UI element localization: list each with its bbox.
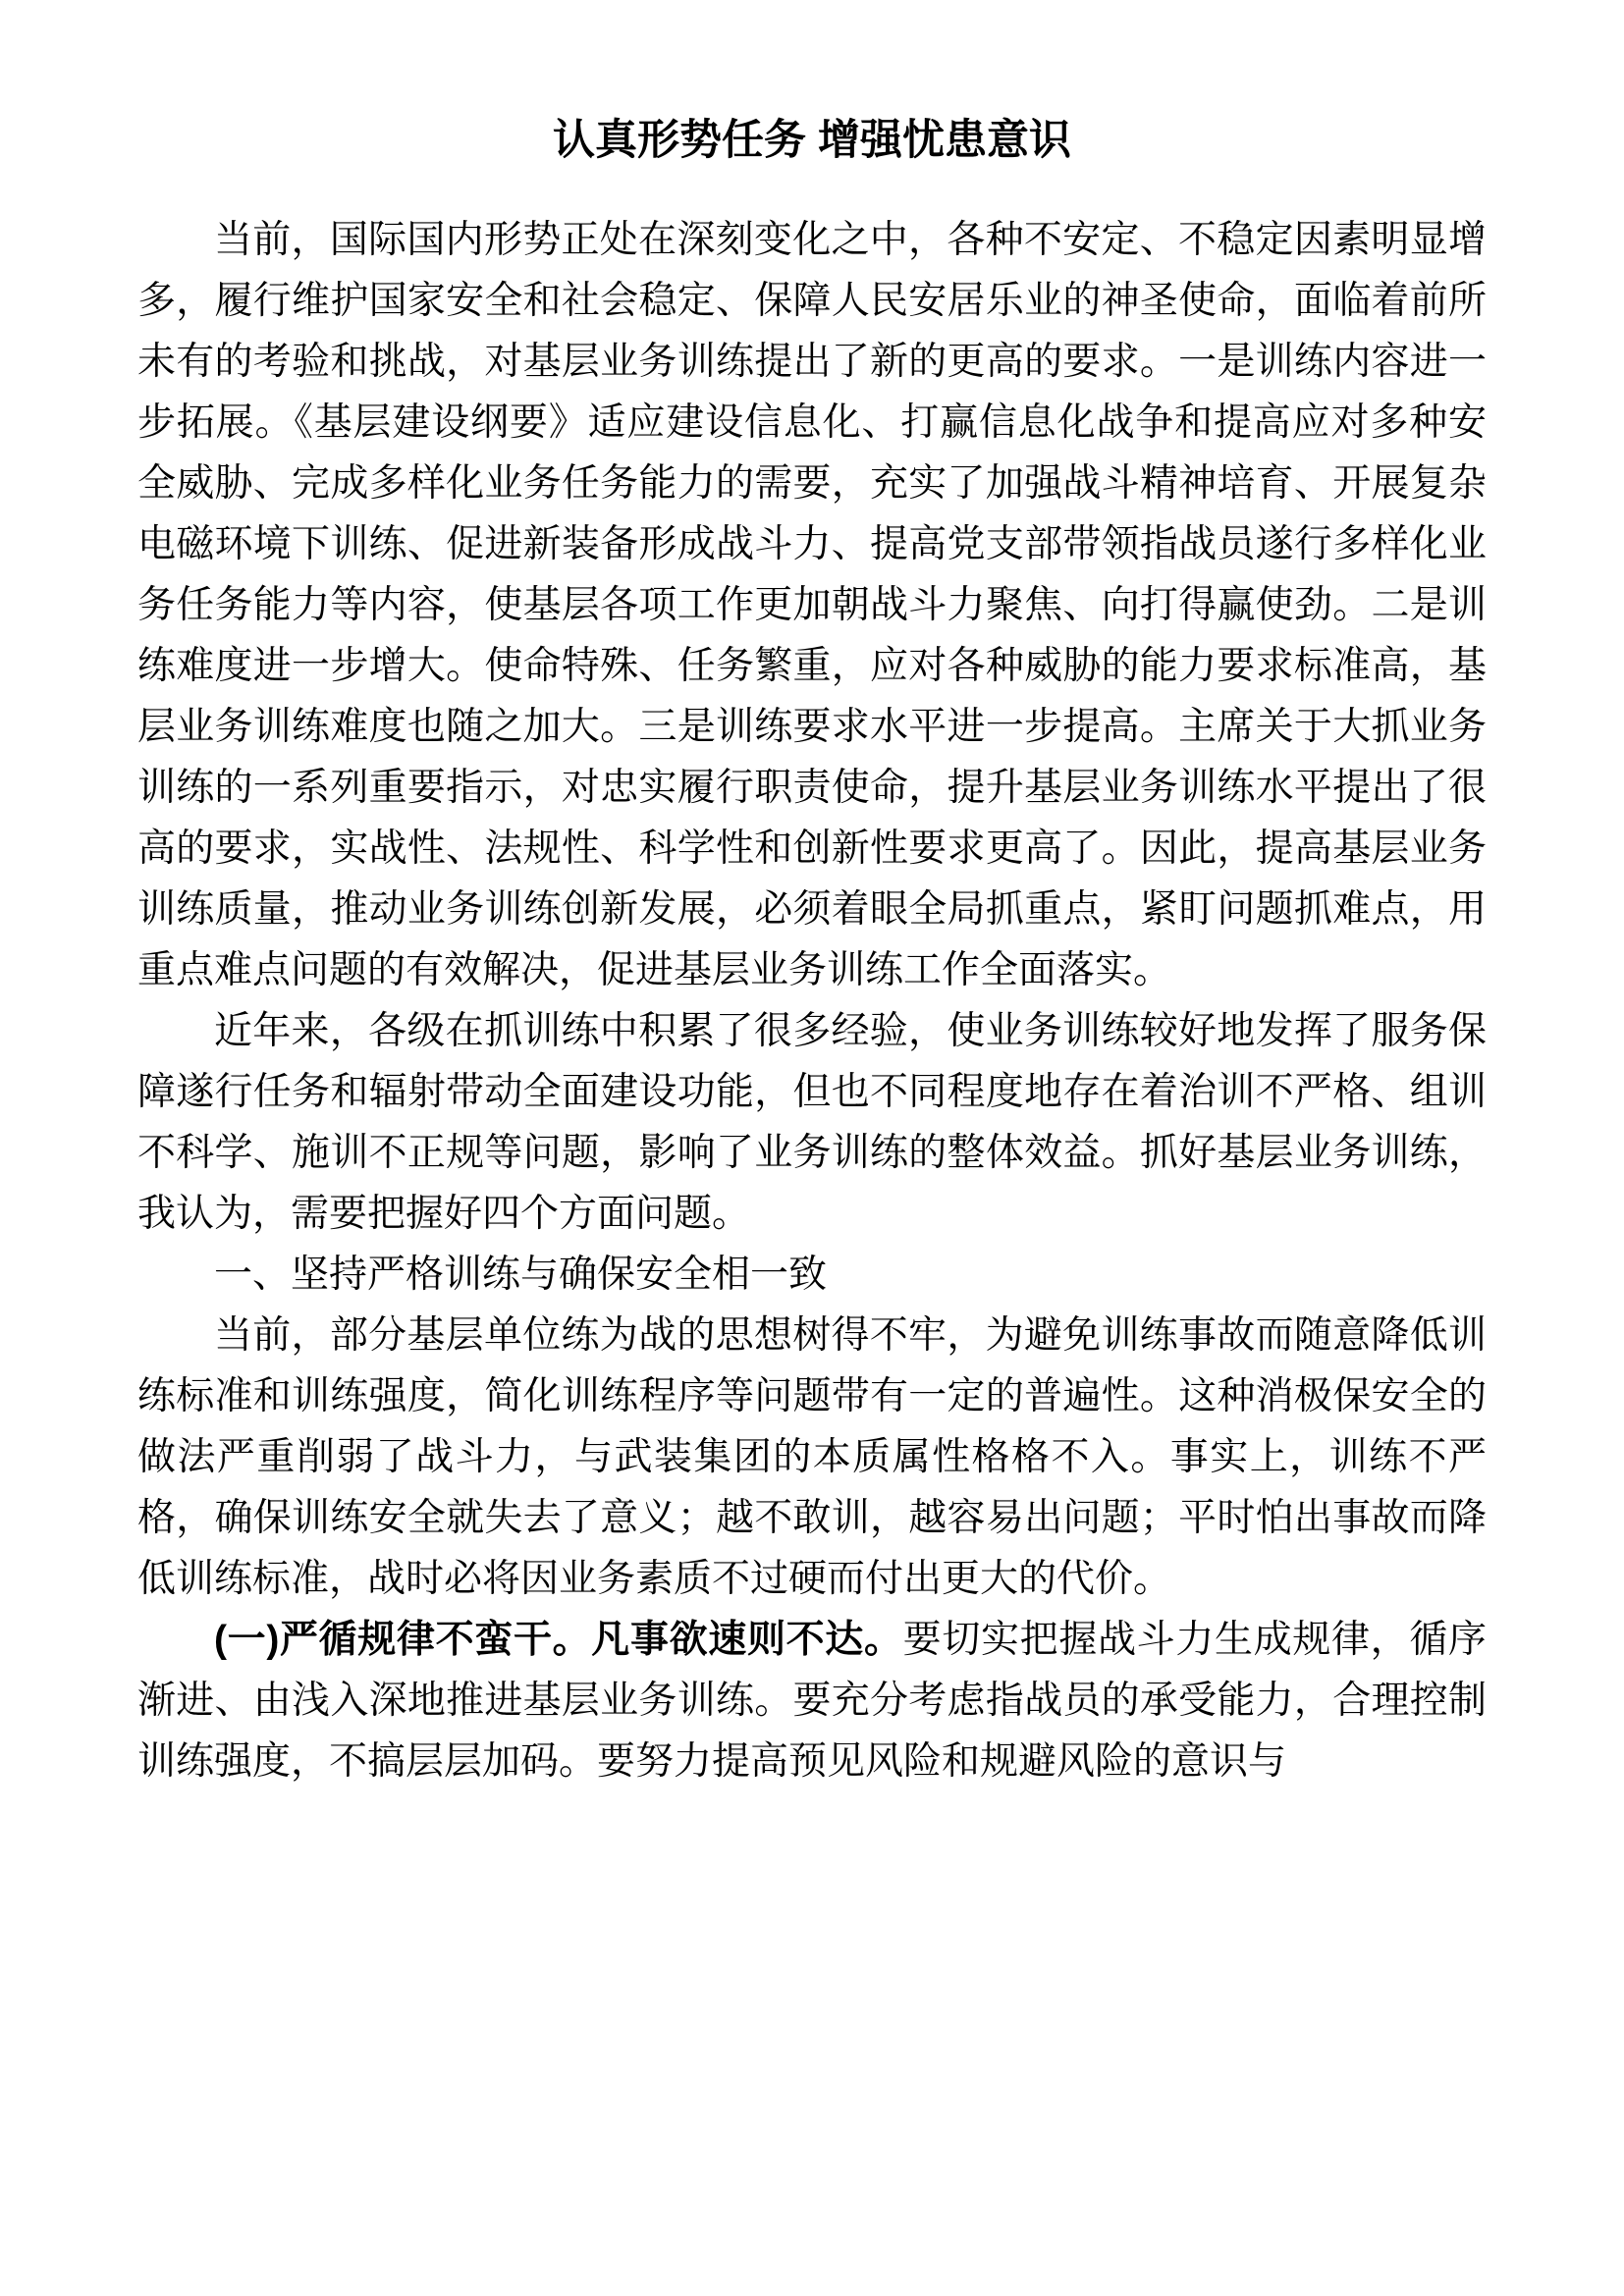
section-heading-one: 一、坚持严格训练与确保安全相一致 (214, 1254, 828, 1296)
document-title: 认真形势任务 增强忧患意识 (553, 117, 1071, 164)
paragraph-current-units: 当前，部分基层单位练为战的思想树得不牢，为避免训练事故而随意降低训练标准和训练强度，简化训练程序等问题带有一定的普遍性。这种消极保安全的做法严重削弱了战斗力，与武装集团的本质属性格格不入。事实上，训练不严格，确保训练安全就失去了意义；越不敢训，越容易出问题；平时怕出事故而降低训练标准，战时必将因业务素质不过硬而付出更大的代价。 (137, 1314, 1487, 1600)
paragraph-rule-one-body: 要切实把握战斗力生成规律，循序渐进、由浅入深地推进基层业务训练。要充分考虑指战员的承受能力，合理控制训练强度，不搞层层加码。要努力提高预见风险和规避风险的意识与 (137, 1619, 1487, 1783)
paragraph-recent-years: 近年来，各级在抓训练中积累了很多经验，使业务训练较好地发挥了服务保障遂行任务和辐射带动全面建设功能，但也不同程度地存在着治训不严格、组训不科学、施训不正规等问题，影响了业务训练的整体效益。抓好基层业务训练，我认为，需要把握好四个方面问题。 (137, 1010, 1487, 1235)
paragraph-intro: 当前，国际国内形势正处在深刻变化之中，各种不安定、不稳定因素明显增多，履行维护国家安全和社会稳定、保障人民安居乐业的神圣使命，面临着前所未有的考验和挑战，对基层业务训练提出了新的更高的要求。一是训练内容进一步拓展。《基层建设纲要》适应建设信息化、打赢信息化战争和提高应对多种安全威胁、完成多样化业务任务能力的需要，充实了加强战斗精神培育、开展复杂电磁环境下训练、促进新装备形成战斗力、提高党支部带领指战员遂行多样化业务任务能力等内容，使基层各项工作更加朝战斗力聚焦、向打得赢使劲。二是训练难度进一步增大。使命特殊、任务繁重，应对各种威胁的能力要求标准高，基层业务训练难度也随之加大。三是训练要求水平进一步提高。主席关于大抓业务训练的一系列重要指示，对忠实履行职责使命，提升基层业务训练水平提出了很高的要求，实战性、法规性、科学性和创新性要求更高了。因此，提高基层业务训练质量，推动业务训练创新发展，必须着眼全局抓重点，紧盯问题抓难点，用重点难点问题的有效解决，促进基层业务训练工作全面落实。 (137, 219, 1487, 991)
paragraph-rule-one (137, 1610, 1487, 1792)
paragraph-rule-one-bold-lead: (一)严循规律不蛮干。凡事欲速则不达。 (214, 1619, 903, 1661)
